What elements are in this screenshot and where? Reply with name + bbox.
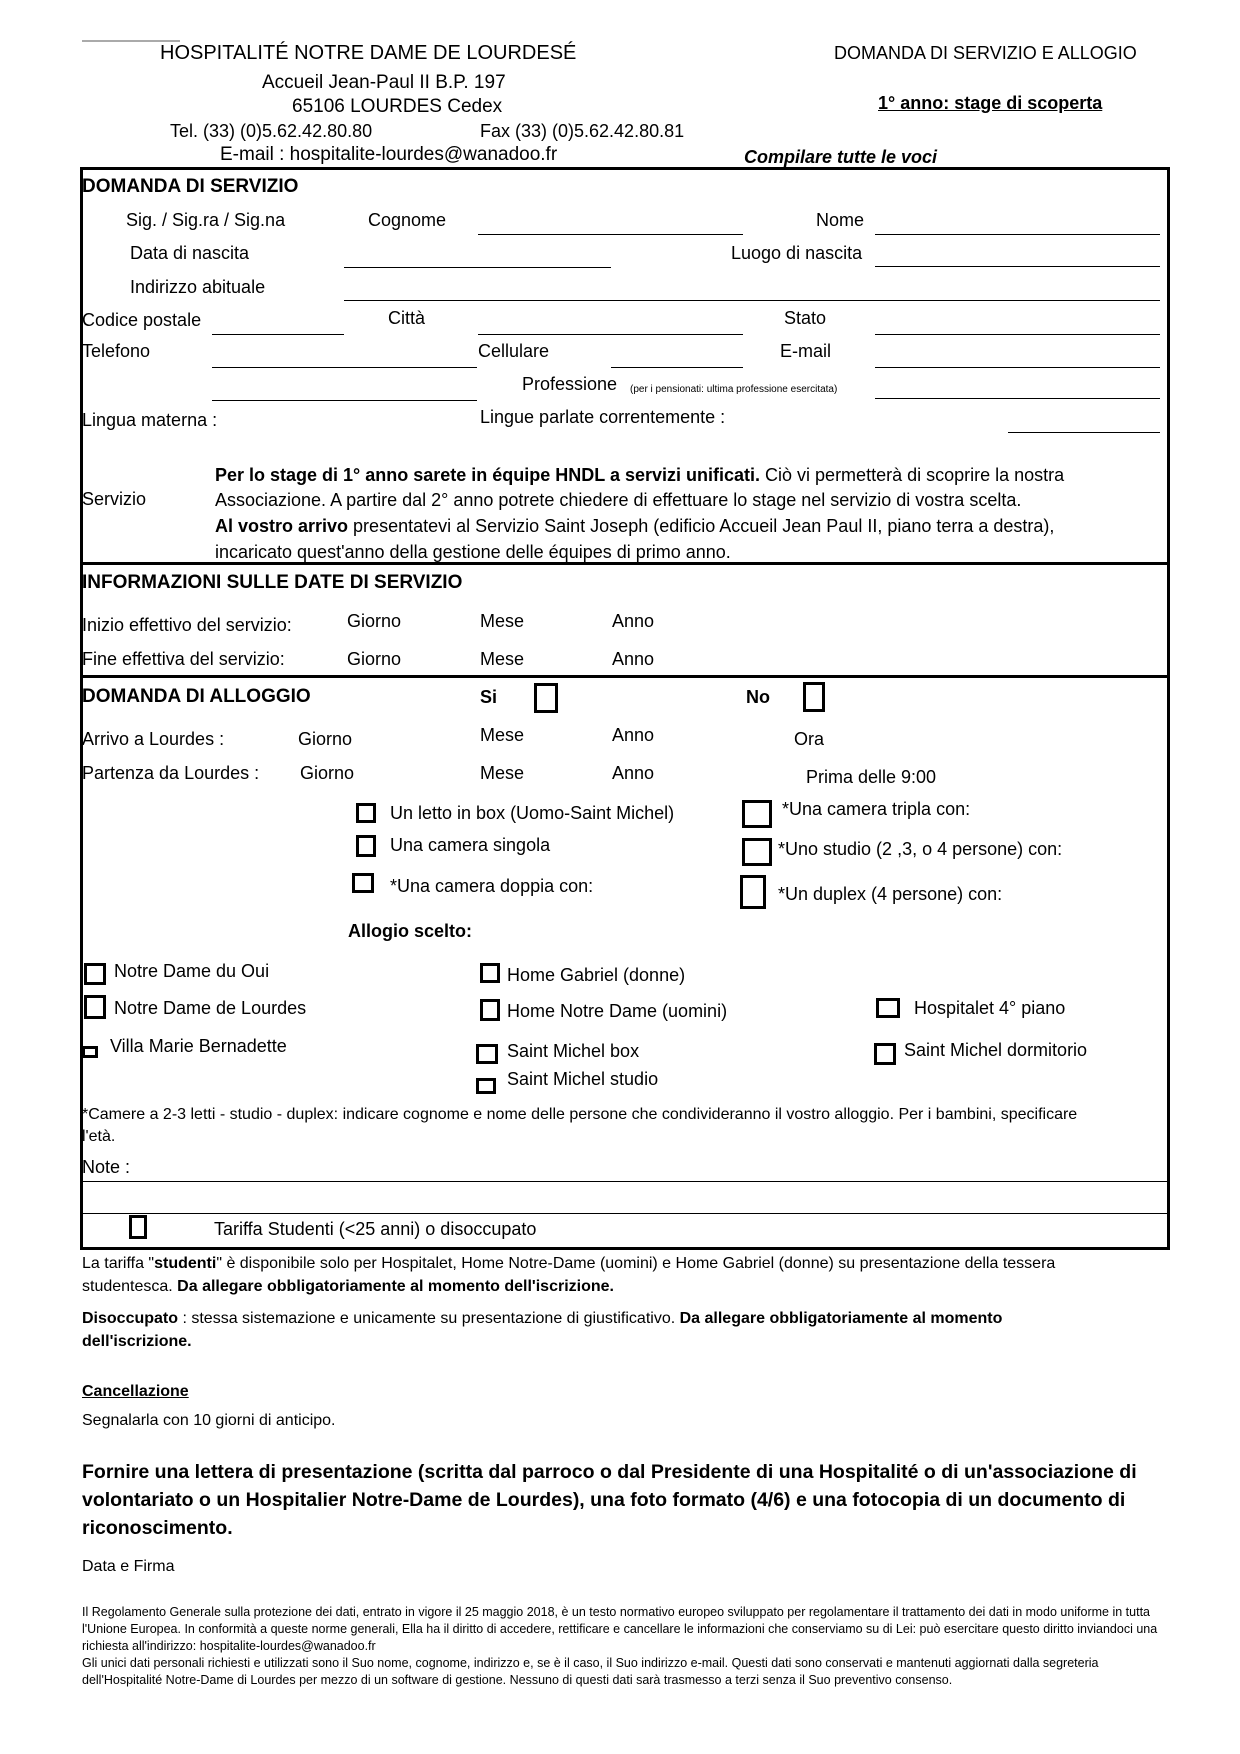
cancel-text: Segnalarla con 10 giorni di anticipo. (82, 1412, 336, 1429)
opt-triple-label: *Una camera tripla con: (782, 799, 971, 819)
surname-label: Cognome (368, 210, 447, 230)
cancel-title: Cancellazione (82, 1383, 189, 1400)
h-oui-checkbox[interactable] (84, 963, 106, 985)
start-day[interactable]: Giorno (347, 611, 402, 631)
note-field-line2[interactable] (82, 1213, 1170, 1214)
org-tel: Tel. (33) (0)5.62.42.80.80 (170, 121, 373, 141)
footnote-line2: l'età. (82, 1128, 116, 1145)
address-field[interactable] (344, 300, 1160, 301)
end-label: Fine effettiva del servizio: (82, 649, 285, 669)
unemployed-line2: dell'iscrizione. (82, 1333, 192, 1350)
postal-code-field[interactable] (212, 334, 344, 335)
student-info-line2 (82, 1276, 614, 1298)
h-smbox-checkbox[interactable] (476, 1044, 498, 1064)
student-info-e: Da allegare obbligatoriamente al momento dell'iscrizione. (177, 1278, 614, 1295)
birth-date-field[interactable] (344, 267, 611, 268)
name-label: Nome (816, 210, 865, 230)
state-field[interactable] (875, 334, 1160, 335)
service-bold-3: Al vostro arrivo (215, 516, 349, 536)
h-gabriel-checkbox[interactable] (480, 963, 500, 983)
service-text-line1 (215, 464, 1064, 486)
mobile-label: Cellulare (478, 341, 550, 361)
h-lourdes-checkbox[interactable] (84, 995, 106, 1019)
service-text-line4: incaricato quest'anno della gestione delle équipes di primo anno. (215, 542, 731, 562)
h-notredame-label: Home Notre Dame (uomini) (507, 1001, 728, 1021)
end-year[interactable]: Anno (612, 649, 655, 669)
opt-single-checkbox[interactable] (356, 835, 376, 857)
phone-label: Telefono (82, 341, 151, 361)
city-label: Città (388, 308, 426, 328)
h-villa-label: Villa Marie Bernadette (110, 1036, 287, 1056)
unemployed-line1 (82, 1308, 1002, 1330)
postal-code-label: Codice postale (82, 310, 202, 330)
student-info-d: studentesca. (82, 1278, 178, 1295)
birth-place-label: Luogo di nascita (731, 243, 863, 263)
lodging-section-title: DOMANDA DI ALLOGGIO (82, 686, 311, 707)
form-title: DOMANDA DI SERVIZIO E ALLOGIO (834, 43, 1137, 63)
opt-studio-checkbox[interactable] (742, 838, 772, 866)
student-info-line1 (82, 1253, 1055, 1275)
opt-double-label: *Una camera doppia con: (390, 876, 594, 896)
opt-triple-checkbox[interactable] (742, 800, 772, 828)
email-field[interactable] (875, 367, 1160, 368)
start-month[interactable]: Mese (480, 611, 525, 631)
h-smdorm-label: Saint Michel dormitorio (904, 1040, 1088, 1060)
h-smstudio-label: Saint Michel studio (507, 1069, 659, 1089)
start-year[interactable]: Anno (612, 611, 655, 631)
year-label: 1° anno: stage di scoperta (878, 93, 1103, 113)
city-field[interactable] (478, 334, 743, 335)
privacy-notice-1: Il Regolamento Generale sulla protezione dei dati, entrato in vigore il 25 maggio 2018, è un testo normativo europeo sviluppato per regolamentare il trattamento dei dati in modo uniforme in tutta l'Unione Europea. In conformità a queste norme generali, Ella ha il diritto di accedere, rettificare e cancellare le informazioni che conserviamo su di Lei: può esercitare questo diritto inviandoci una richiesta all'indirizzo: hospitalite-lourdes@wanadoo.fr (82, 1605, 1158, 1653)
tariff-checkbox[interactable] (129, 1215, 147, 1239)
signature-label: Data e Firma (82, 1558, 175, 1575)
chosen-label: Allogio scelto: (348, 921, 473, 941)
org-address-2: 65106 LOURDES Cedex (292, 96, 503, 117)
h-gabriel-label: Home Gabriel (donne) (507, 965, 686, 985)
opt-studio-label: *Uno studio (2 ,3, o 4 persone) con: (778, 839, 1063, 859)
letter-instructions: Fornire una lettera di presentazione (scritta dal parroco o dal Presidente di una Hospitalité o di un'associazione di volontariato o un Hospitalier Notre-Dame de Lourdes), una foto formato (4/6) e una fotocopia di un documento di riconoscimento. (82, 1461, 1137, 1539)
privacy-notice-2: Gli unici dati personali richiesti e utilizzati sono il Suo nome, cognome, indirizzo e, se è il caso, il Suo indirizzo e-mail. Questi dati sono conservati e mantenuti aggiornati dalla segreteria dell'Hospitalité Notre-Dame di Lourdes per mezzo di un software di gestione. Nessuno di questi dati sarà trasmesso a terzi senza il Suo preventivo consenso. (82, 1656, 1099, 1687)
h-oui-label: Notre Dame du Oui (114, 961, 270, 981)
profession-label: Professione (522, 374, 618, 394)
student-info-c: " è disponibile solo per Hospitalet, Home Notre-Dame (uomini) e Home Gabriel (donne) su presentazione della tessera (216, 1255, 1056, 1272)
opt-double-checkbox[interactable] (352, 873, 374, 893)
departure-label: Partenza da Lourdes : (82, 763, 260, 783)
lodging-no-label: No (746, 687, 770, 707)
opt-box-label: Un letto in box (Uomo-Saint Michel) (390, 803, 675, 823)
mother-tongue-label: Lingua materna : (82, 410, 218, 430)
opt-single-label: Una camera singola (390, 835, 551, 855)
service-text-line2: Associazione. A partire dal 2° anno potrete chiedere di effettuare lo stage nel servizio di vostra scelta. (215, 490, 1022, 510)
end-month[interactable]: Mese (480, 649, 525, 669)
profession-field[interactable] (212, 400, 477, 401)
org-name: HOSPITALITÉ NOTRE DAME DE LOURDESÉ (160, 42, 577, 64)
languages-label: Lingue parlate correntemente : (480, 407, 726, 427)
service-label: Servizio (82, 489, 147, 509)
h-notredame-checkbox[interactable] (480, 999, 500, 1021)
h-smbox-label: Saint Michel box (507, 1041, 640, 1061)
start-label: Inizio effettivo del servizio: (82, 615, 292, 635)
student-info-b: studenti (154, 1255, 217, 1272)
note-label: Note : (82, 1157, 131, 1177)
lodging-no-checkbox[interactable] (803, 682, 825, 712)
departure-before9: Prima delle 9:00 (806, 767, 937, 787)
salutation-label: Sig. / Sig.ra / Sig.na (126, 210, 286, 230)
footnote-line1: *Camere a 2-3 letti - studio - duplex: indicare cognome e nome delle persone che condivideranno il vostro alloggio. Per i bambini, specificare (82, 1106, 1078, 1123)
surname-field[interactable] (478, 234, 743, 235)
unemployed-a: Disoccupato (82, 1310, 179, 1327)
arrival-day[interactable]: Giorno (298, 729, 353, 749)
address-label: Indirizzo abituale (130, 277, 266, 297)
arrival-year[interactable]: Anno (612, 725, 655, 745)
h-smdorm-checkbox[interactable] (874, 1043, 896, 1065)
birth-date-label: Data di nascita (130, 243, 250, 263)
opt-duplex-checkbox[interactable] (740, 875, 766, 909)
state-label: Stato (784, 308, 827, 328)
student-info-a: La tariffa " (82, 1255, 155, 1272)
h-smstudio-checkbox[interactable] (476, 1078, 496, 1094)
lodging-yes-label: Si (480, 687, 498, 707)
unemployed-c: Da allegare obbligatoriamente al momento (679, 1310, 1003, 1327)
profession-field-right[interactable] (875, 398, 1160, 399)
departure-month[interactable]: Mese (480, 763, 525, 783)
service-bold-1: Per lo stage di 1° anno sarete in équipe HNDL a servizi unificati. (215, 465, 761, 485)
org-email: E-mail : hospitalite-lourdes@wanadoo.fr (220, 144, 558, 165)
h-hospitalet-label: Hospitalet 4° piano (914, 998, 1066, 1018)
note-field-line1[interactable] (82, 1181, 1170, 1182)
h-lourdes-label: Notre Dame de Lourdes (114, 998, 307, 1018)
email-label: E-mail (780, 341, 832, 361)
languages-field[interactable] (1008, 432, 1160, 433)
profession-note: (per i pensionati: ultima professione esercitata) (630, 384, 838, 395)
name-field[interactable] (875, 234, 1160, 235)
departure-day[interactable]: Giorno (300, 763, 355, 783)
service-text-line3 (215, 515, 1054, 537)
opt-box-checkbox[interactable] (356, 803, 376, 823)
end-day[interactable]: Giorno (347, 649, 402, 669)
birth-place-field[interactable] (875, 266, 1160, 267)
mobile-field[interactable] (611, 367, 743, 368)
arrival-label: Arrivo a Lourdes : (82, 729, 225, 749)
arrival-hour[interactable]: Ora (794, 729, 825, 749)
dates-section-title: INFORMAZIONI SULLE DATE DI SERVIZIO (82, 572, 463, 593)
opt-duplex-label: *Un duplex (4 persone) con: (778, 884, 1003, 904)
lodging-yes-checkbox[interactable] (534, 683, 558, 713)
h-villa-checkbox[interactable] (82, 1046, 98, 1058)
org-fax: Fax (33) (0)5.62.42.80.81 (480, 121, 685, 141)
tariff-label: Tariffa Studenti (<25 anni) o disoccupato (214, 1219, 537, 1239)
service-section-title: DOMANDA DI SERVIZIO (82, 176, 299, 197)
unemployed-b: : stessa sistemazione e unicamente su presentazione di giustificativo. (178, 1310, 680, 1327)
h-hospitalet-checkbox[interactable] (876, 998, 900, 1018)
org-address-1: Accueil Jean-Paul II B.P. 197 (262, 72, 506, 93)
fill-instruction: Compilare tutte le voci (744, 147, 938, 167)
service-text-1: Ciò vi permetterà di scoprire la nostra (760, 465, 1065, 485)
departure-year[interactable]: Anno (612, 763, 655, 783)
phone-field[interactable] (212, 367, 477, 368)
arrival-month[interactable]: Mese (480, 725, 525, 745)
service-text-3: presentatevi al Servizio Saint Joseph (edificio Accueil Jean Paul II, piano terra a destra), (348, 516, 1055, 536)
